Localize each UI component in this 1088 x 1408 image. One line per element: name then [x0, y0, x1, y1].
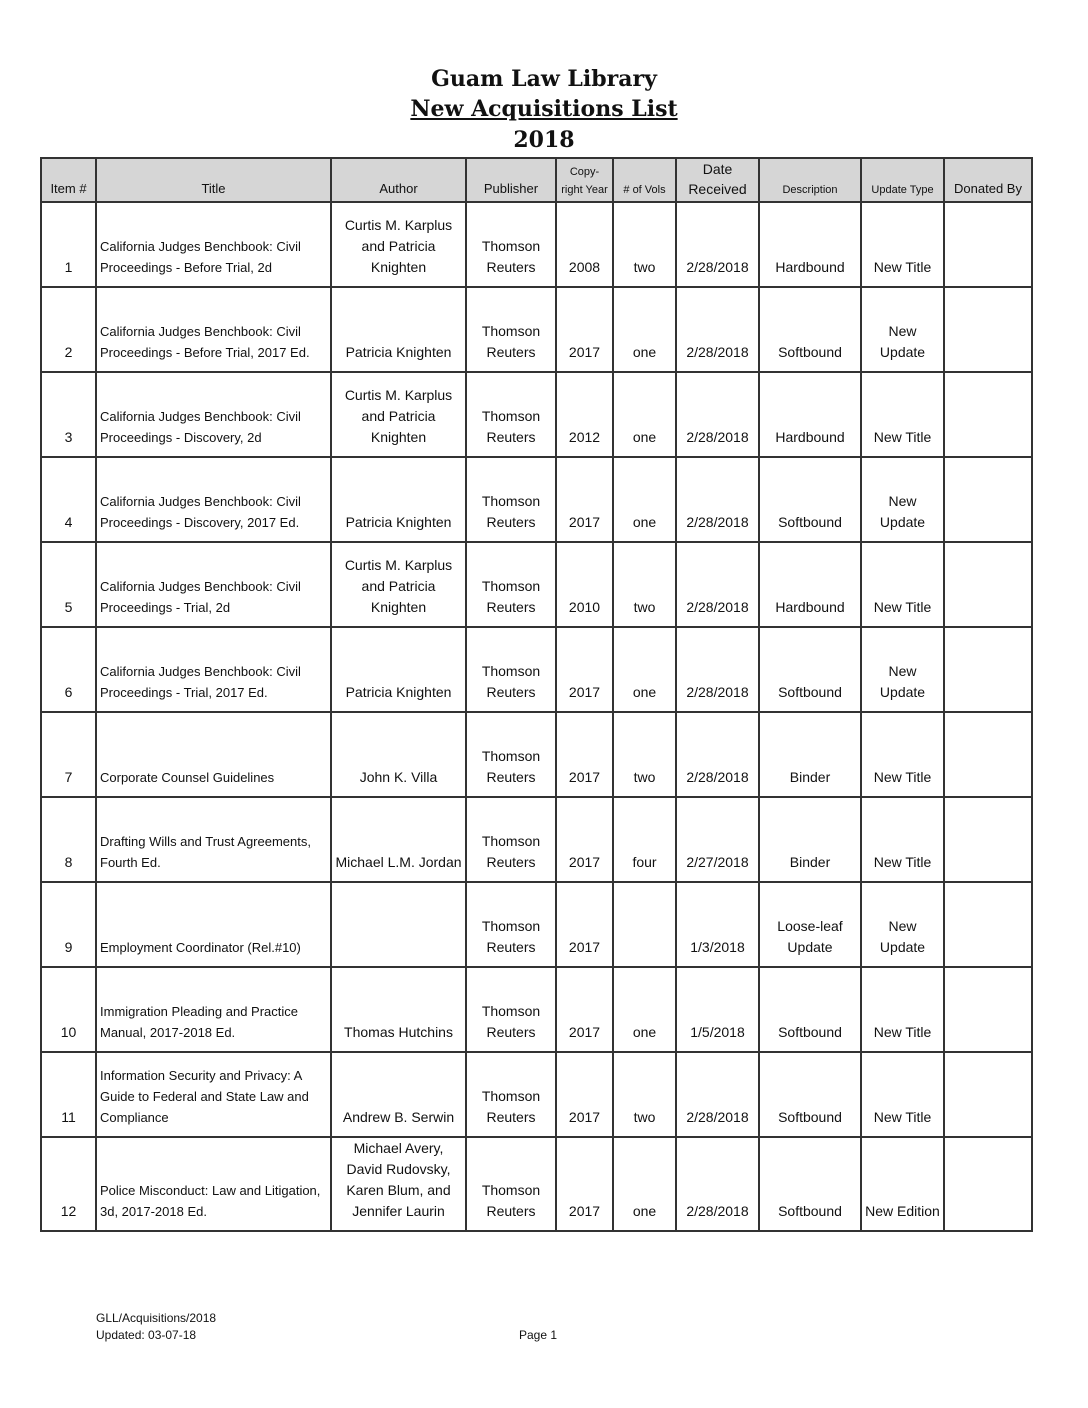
cell-donated-by — [944, 287, 1032, 372]
col-header-publisher: Publisher — [466, 158, 556, 202]
cell-description: Softbound — [759, 457, 861, 542]
cell-description: Softbound — [759, 967, 861, 1052]
cell-update-type: New Title — [861, 797, 944, 882]
cell-publisher: Thomson Reuters — [466, 1052, 556, 1137]
cell-publisher: Thomson Reuters — [466, 882, 556, 967]
cell-publisher: Thomson Reuters — [466, 967, 556, 1052]
cell-vols: two — [613, 202, 676, 287]
cell-author: Curtis M. Karplus and Patricia Knighten — [331, 372, 466, 457]
cell-date: 2/28/2018 — [676, 712, 759, 797]
cell-description: Binder — [759, 797, 861, 882]
cell-donated-by — [944, 627, 1032, 712]
cell-vols: two — [613, 712, 676, 797]
table-row — [41, 1052, 1032, 1137]
cell-author: Curtis M. Karplus and Patricia Knighten — [331, 202, 466, 287]
cell-donated-by — [944, 1052, 1032, 1137]
cell-description: Softbound — [759, 1137, 861, 1231]
cell-year: 2017 — [556, 457, 613, 542]
cell-author: Curtis M. Karplus and Patricia Knighten — [331, 542, 466, 627]
cell-year: 2017 — [556, 967, 613, 1052]
cell-vols: two — [613, 542, 676, 627]
cell-author: Andrew B. Serwin — [331, 1052, 466, 1137]
cell-update-type: New Edition — [861, 1137, 944, 1231]
cell-item: 2 — [41, 287, 96, 372]
col-header-title: Title — [96, 158, 331, 202]
cell-vols: one — [613, 627, 676, 712]
cell-vols — [613, 882, 676, 967]
cell-donated-by — [944, 542, 1032, 627]
table-row — [41, 1137, 1032, 1231]
table-row — [41, 287, 1032, 372]
cell-title: Information Security and Privacy: A Guide to Federal and State Law and Compliance — [96, 1052, 331, 1137]
cell-donated-by — [944, 372, 1032, 457]
cell-publisher: Thomson Reuters — [466, 457, 556, 542]
table-row — [41, 797, 1032, 882]
col-header-description: Description — [759, 158, 861, 202]
cell-year: 2017 — [556, 882, 613, 967]
cell-donated-by — [944, 712, 1032, 797]
cell-date: 2/28/2018 — [676, 202, 759, 287]
cell-update-type: New Title — [861, 1052, 944, 1137]
cell-year: 2017 — [556, 627, 613, 712]
cell-update-type: New Update — [861, 882, 944, 967]
cell-date: 2/28/2018 — [676, 627, 759, 712]
table-row — [41, 882, 1032, 967]
col-header-item: Item # — [41, 158, 96, 202]
cell-title: California Judges Benchbook: Civil Proceedings - Trial, 2d — [96, 542, 331, 627]
cell-description: Hardbound — [759, 372, 861, 457]
cell-vols: one — [613, 372, 676, 457]
cell-year: 2017 — [556, 712, 613, 797]
cell-donated-by — [944, 797, 1032, 882]
footer-reference — [96, 1310, 216, 1344]
cell-date: 2/28/2018 — [676, 457, 759, 542]
document-title-block — [0, 64, 1088, 156]
cell-item: 3 — [41, 372, 96, 457]
cell-title: Corporate Counsel Guidelines — [96, 712, 331, 797]
cell-description: Softbound — [759, 627, 861, 712]
cell-donated-by — [944, 202, 1032, 287]
cell-description: Softbound — [759, 1052, 861, 1137]
cell-item: 6 — [41, 627, 96, 712]
cell-year: 2010 — [556, 542, 613, 627]
col-header-copyright: Copy- right Year — [556, 158, 613, 202]
col-header-donated-by: Donated By — [944, 158, 1032, 202]
table-row — [41, 372, 1032, 457]
cell-year: 2017 — [556, 1052, 613, 1137]
cell-date: 2/27/2018 — [676, 797, 759, 882]
cell-description: Hardbound — [759, 202, 861, 287]
cell-title: Immigration Pleading and Practice Manual, 2017-2018 Ed. — [96, 967, 331, 1052]
cell-update-type: New Update — [861, 457, 944, 542]
list-title: New Acquisitions List — [410, 96, 678, 122]
cell-author: Patricia Knighten — [331, 457, 466, 542]
cell-year: 2017 — [556, 287, 613, 372]
cell-date: 2/28/2018 — [676, 542, 759, 627]
cell-title: California Judges Benchbook: Civil Proceedings - Trial, 2017 Ed. — [96, 627, 331, 712]
cell-item: 11 — [41, 1052, 96, 1137]
cell-vols: one — [613, 457, 676, 542]
cell-item: 5 — [41, 542, 96, 627]
cell-update-type: New Title — [861, 372, 944, 457]
cell-item: 1 — [41, 202, 96, 287]
table-row — [41, 202, 1032, 287]
cell-author: John K. Villa — [331, 712, 466, 797]
cell-title: California Judges Benchbook: Civil Proceedings - Discovery, 2d — [96, 372, 331, 457]
cell-year: 2008 — [556, 202, 613, 287]
cell-update-type: New Title — [861, 202, 944, 287]
cell-date: 2/28/2018 — [676, 1052, 759, 1137]
cell-publisher: Thomson Reuters — [466, 287, 556, 372]
cell-author: Michael L.M. Jordan — [331, 797, 466, 882]
cell-item: 8 — [41, 797, 96, 882]
table-row — [41, 457, 1032, 542]
cell-publisher: Thomson Reuters — [466, 202, 556, 287]
page-number: Page 1 — [519, 1328, 558, 1342]
library-name: Guam Law Library — [431, 66, 657, 92]
cell-author — [331, 882, 466, 967]
cell-description: Loose-leaf Update — [759, 882, 861, 967]
cell-item: 4 — [41, 457, 96, 542]
col-header-update-type: Update Type — [861, 158, 944, 202]
cell-date: 2/28/2018 — [676, 287, 759, 372]
cell-title: California Judges Benchbook: Civil Proceedings - Discovery, 2017 Ed. — [96, 457, 331, 542]
cell-publisher: Thomson Reuters — [466, 542, 556, 627]
cell-vols: one — [613, 967, 676, 1052]
cell-item: 9 — [41, 882, 96, 967]
cell-update-type: New Update — [861, 627, 944, 712]
cell-update-type: New Title — [861, 967, 944, 1052]
cell-update-type: New Title — [861, 712, 944, 797]
cell-author: Patricia Knighten — [331, 287, 466, 372]
cell-donated-by — [944, 967, 1032, 1052]
cell-title: Employment Coordinator (Rel.#10) — [96, 882, 331, 967]
list-year: 2018 — [513, 127, 575, 153]
cell-item: 12 — [41, 1137, 96, 1231]
cell-date: 1/5/2018 — [676, 967, 759, 1052]
cell-donated-by — [944, 882, 1032, 967]
cell-title: California Judges Benchbook: Civil Proceedings - Before Trial, 2017 Ed. — [96, 287, 331, 372]
cell-description: Binder — [759, 712, 861, 797]
cell-year: 2012 — [556, 372, 613, 457]
cell-year: 2017 — [556, 797, 613, 882]
col-header-vols: # of Vols — [613, 158, 676, 202]
cell-year: 2017 — [556, 1137, 613, 1231]
header-row — [41, 158, 1032, 202]
cell-title: Drafting Wills and Trust Agreements, Fourth Ed. — [96, 797, 331, 882]
col-header-author: Author — [331, 158, 466, 202]
cell-title: Police Misconduct: Law and Litigation, 3d, 2017-2018 Ed. — [96, 1137, 331, 1231]
cell-date: 2/28/2018 — [676, 1137, 759, 1231]
cell-item: 7 — [41, 712, 96, 797]
cell-author: Thomas Hutchins — [331, 967, 466, 1052]
cell-description: Hardbound — [759, 542, 861, 627]
cell-description: Softbound — [759, 287, 861, 372]
cell-publisher: Thomson Reuters — [466, 797, 556, 882]
cell-title: California Judges Benchbook: Civil Proceedings - Before Trial, 2d — [96, 202, 331, 287]
cell-vols: one — [613, 1137, 676, 1231]
cell-author: Michael Avery, David Rudovsky, Karen Blum, and Jennifer Laurin — [331, 1137, 466, 1231]
table-row — [41, 627, 1032, 712]
cell-vols: four — [613, 797, 676, 882]
acquisitions-table — [40, 157, 1033, 1232]
cell-update-type: New Title — [861, 542, 944, 627]
col-header-date: Date Received — [676, 158, 759, 202]
table-row — [41, 542, 1032, 627]
table-row — [41, 967, 1032, 1052]
cell-vols: two — [613, 1052, 676, 1137]
cell-date: 2/28/2018 — [676, 372, 759, 457]
table-row — [41, 712, 1032, 797]
cell-donated-by — [944, 1137, 1032, 1231]
cell-publisher: Thomson Reuters — [466, 1137, 556, 1231]
footer-updated: Updated: 03-07-18 — [96, 1328, 197, 1342]
cell-date: 1/3/2018 — [676, 882, 759, 967]
cell-publisher: Thomson Reuters — [466, 712, 556, 797]
cell-vols: one — [613, 287, 676, 372]
cell-donated-by — [944, 457, 1032, 542]
cell-author: Patricia Knighten — [331, 627, 466, 712]
cell-publisher: Thomson Reuters — [466, 627, 556, 712]
cell-update-type: New Update — [861, 287, 944, 372]
cell-publisher: Thomson Reuters — [466, 372, 556, 457]
footer-ref: GLL/Acquisitions/2018 — [96, 1311, 217, 1325]
cell-item: 10 — [41, 967, 96, 1052]
